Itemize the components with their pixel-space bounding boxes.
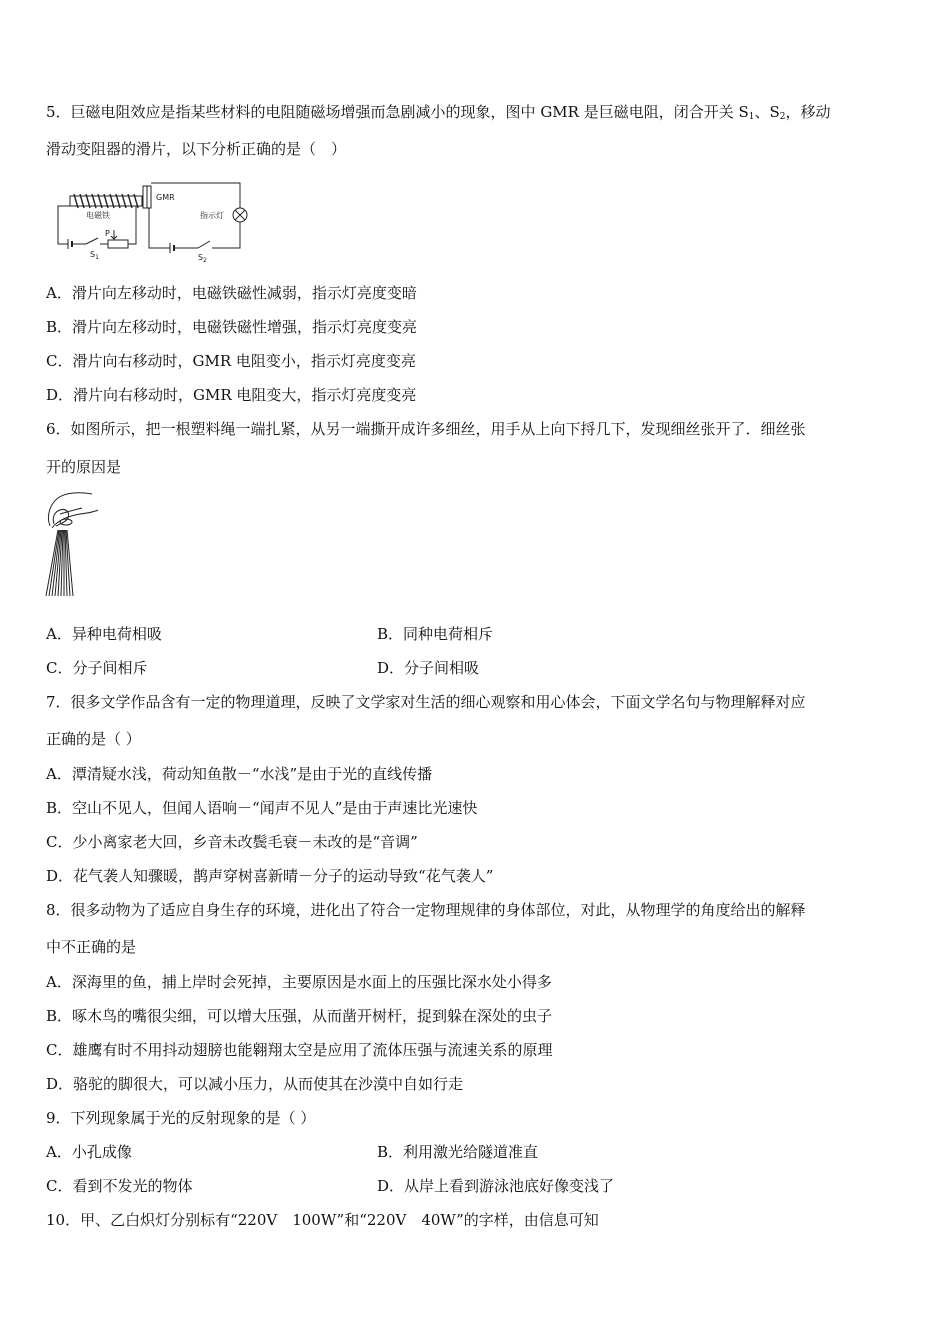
q6-option-b: B．同种电荷相斥 <box>377 625 494 643</box>
q5-option-c: C．滑片向右移动时，GMR 电阻变小，指示灯亮度变亮 <box>46 352 416 370</box>
q10-stem-line1: 10．甲、乙白炽灯分别标有“220V 100W”和“220V 40W”的字样，由信息可知 <box>46 1211 599 1229</box>
q6-option-a: A．异种电荷相吸 <box>46 625 162 643</box>
q9-option-d: D．从岸上看到游泳池底好像变浅了 <box>377 1177 615 1195</box>
q9-option-c: C．看到不发光的物体 <box>46 1177 193 1195</box>
electromagnet-label: 电磁铁 <box>86 211 110 220</box>
q7-option-a: A．潭清疑水浅，荷动知鱼散－“水浅”是由于光的直线传播 <box>46 765 433 783</box>
switch-s2-label: $S_2$ <box>198 253 207 263</box>
lamp-label: 指示灯 <box>200 211 224 220</box>
q8-option-a: A．深海里的鱼，捕上岸时会死掉，主要原因是水面上的压强比深水处小得多 <box>46 973 552 991</box>
q9-stem-line1: 9．下列现象属于光的反射现象的是（ ） <box>46 1109 316 1127</box>
q5-stem-line2: 滑动变阻器的滑片，以下分析正确的是（ ） <box>46 140 347 158</box>
switch-s1-label: $S_1$ <box>90 250 99 261</box>
q6-stem-line1: 6．如图所示，把一根塑料绳一端扎紧，从另一端撕开成许多细丝，用手从上向下捋几下，发现细丝张开了．细丝张 <box>46 420 806 438</box>
q5-option-b: B．滑片向左移动时，电磁铁磁性增强，指示灯亮度变亮 <box>46 318 418 336</box>
q8-option-d: D．骆驼的脚很大，可以减小压力，从而使其在沙漠中自如行走 <box>46 1075 464 1093</box>
q5-circuit-diagram <box>50 178 260 263</box>
q6-option-d: D．分子间相吸 <box>377 659 480 677</box>
q8-option-b: B．啄木鸟的嘴很尖细，可以增大压强，从而凿开树杆，捉到躲在深处的虫子 <box>46 1007 553 1025</box>
q6-option-c: C．分子间相斥 <box>46 659 148 677</box>
gmr-label: GMR <box>156 193 175 202</box>
q8-stem-line1: 8．很多动物为了适应自身生存的环境，进化出了符合一定物理规律的身体部位，对此，从物理学的角度给出的解释 <box>46 901 806 919</box>
q5-stem-line1: 5．巨磁电阻效应是指某些材料的电阻随磁场增强而急剧减小的现象，图中 GMR 是巨磁电阻，闭合开关 $S_1$、$S_2$，移动 <box>46 103 831 122</box>
q8-stem-line2: 中不正确的是 <box>46 938 137 956</box>
q7-stem-line2: 正确的是（ ） <box>46 730 141 748</box>
q6-plastic-strings-figure <box>40 486 105 598</box>
q7-stem-line1: 7．很多文学作品含有一定的物理道理，反映了文学家对生活的细心观察和用心体会，下面文学名句与物理解释对应 <box>46 693 806 711</box>
q5-option-a: A．滑片向左移动时，电磁铁磁性减弱，指示灯亮度变暗 <box>46 284 417 302</box>
q8-option-c: C．雄鹰有时不用抖动翅膀也能翱翔太空是应用了流体压强与流速关系的原理 <box>46 1041 553 1059</box>
q7-option-d: D．花气袭人知骤暖，鹊声穿树喜新晴－分子的运动导致“花气袭人” <box>46 867 494 885</box>
q9-option-a: A．小孔成像 <box>46 1143 132 1161</box>
q6-stem-line2: 开的原因是 <box>46 458 122 476</box>
q7-option-c: C．少小离家老大回，乡音未改鬓毛衰－未改的是“音调” <box>46 833 418 851</box>
slider-label: P <box>105 229 110 238</box>
q9-option-b: B．利用激光给隧道准直 <box>377 1143 539 1161</box>
q5-option-d: D．滑片向右移动时，GMR 电阻变大，指示灯亮度变亮 <box>46 386 417 404</box>
q7-option-b: B．空山不见人，但闻人语响－“闻声不见人”是由于声速比光速快 <box>46 799 478 817</box>
